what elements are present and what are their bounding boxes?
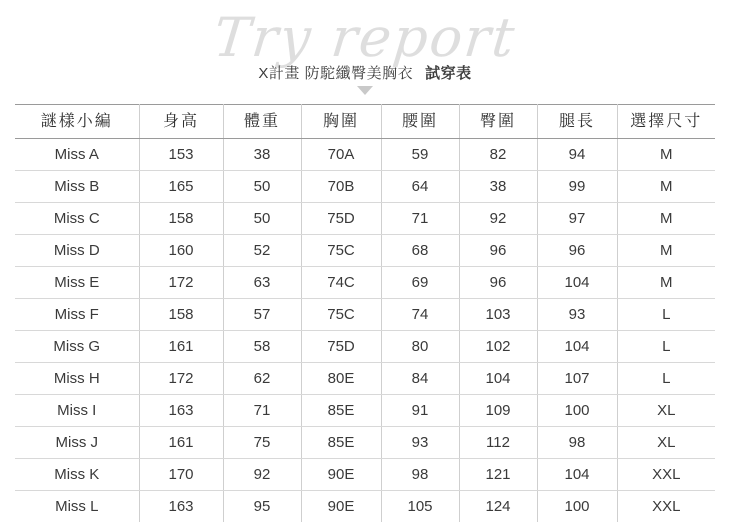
table-cell: Miss G bbox=[15, 331, 139, 363]
table-row bbox=[15, 139, 715, 171]
table-row bbox=[15, 203, 715, 235]
table-row bbox=[15, 235, 715, 267]
table-cell: 121 bbox=[459, 459, 537, 491]
table-cell: 124 bbox=[459, 491, 537, 522]
table-cell: 104 bbox=[459, 363, 537, 395]
table-cell: 165 bbox=[139, 171, 223, 203]
table-cell: 92 bbox=[223, 459, 301, 491]
table-cell: 68 bbox=[381, 235, 459, 267]
table-cell: Miss F bbox=[15, 299, 139, 331]
table-cell: Miss D bbox=[15, 235, 139, 267]
table-header-cell: 謎樣小編 bbox=[15, 105, 139, 139]
table-cell: 98 bbox=[537, 427, 617, 459]
table-cell: 63 bbox=[223, 267, 301, 299]
table-cell: XL bbox=[617, 395, 715, 427]
table-cell: 100 bbox=[537, 491, 617, 522]
table-cell: 98 bbox=[381, 459, 459, 491]
table-cell: Miss B bbox=[15, 171, 139, 203]
table-cell: 103 bbox=[459, 299, 537, 331]
table-cell: 109 bbox=[459, 395, 537, 427]
table-cell: M bbox=[617, 203, 715, 235]
table-header-cell: 身高 bbox=[139, 105, 223, 139]
table-cell: 100 bbox=[537, 395, 617, 427]
table-cell: 90E bbox=[301, 459, 381, 491]
table-cell: Miss A bbox=[15, 139, 139, 171]
table-row bbox=[15, 299, 715, 331]
table-cell: 90E bbox=[301, 491, 381, 522]
table-header-cell: 腿長 bbox=[537, 105, 617, 139]
table-cell: Miss J bbox=[15, 427, 139, 459]
table-header-cell: 選擇尺寸 bbox=[617, 105, 715, 139]
table-cell: 163 bbox=[139, 395, 223, 427]
table-cell: 75D bbox=[301, 203, 381, 235]
table-row bbox=[15, 491, 715, 522]
table-cell: 85E bbox=[301, 395, 381, 427]
table-row bbox=[15, 459, 715, 491]
table-cell: 107 bbox=[537, 363, 617, 395]
table-cell: 52 bbox=[223, 235, 301, 267]
table-cell: 75C bbox=[301, 235, 381, 267]
table-cell: Miss K bbox=[15, 459, 139, 491]
table-cell: 70B bbox=[301, 171, 381, 203]
table-cell: Miss C bbox=[15, 203, 139, 235]
header-area bbox=[0, 0, 730, 100]
table-cell: 62 bbox=[223, 363, 301, 395]
table-cell: 74 bbox=[381, 299, 459, 331]
table-cell: Miss I bbox=[15, 395, 139, 427]
table-cell: 58 bbox=[223, 331, 301, 363]
table-cell: Miss L bbox=[15, 491, 139, 522]
table-header-cell: 胸圍 bbox=[301, 105, 381, 139]
table-cell: 158 bbox=[139, 203, 223, 235]
table-cell: L bbox=[617, 363, 715, 395]
table-cell: 161 bbox=[139, 331, 223, 363]
table-cell: Miss E bbox=[15, 267, 139, 299]
page-title-sub: 試穿表 bbox=[425, 65, 472, 82]
table-cell: 38 bbox=[223, 139, 301, 171]
table-cell: 50 bbox=[223, 171, 301, 203]
table-cell: 94 bbox=[537, 139, 617, 171]
table-cell: 92 bbox=[459, 203, 537, 235]
table-cell: 91 bbox=[381, 395, 459, 427]
table-cell: 82 bbox=[459, 139, 537, 171]
table-cell: 71 bbox=[381, 203, 459, 235]
table-cell: 104 bbox=[537, 267, 617, 299]
table-cell: 75C bbox=[301, 299, 381, 331]
table-cell: 112 bbox=[459, 427, 537, 459]
table-row bbox=[15, 395, 715, 427]
table-cell: 70A bbox=[301, 139, 381, 171]
table-cell: 57 bbox=[223, 299, 301, 331]
size-table bbox=[15, 104, 715, 522]
table-cell: 104 bbox=[537, 459, 617, 491]
page-title bbox=[0, 62, 730, 83]
table-cell: 75D bbox=[301, 331, 381, 363]
arrow-down-icon bbox=[357, 86, 373, 95]
table-cell: 97 bbox=[537, 203, 617, 235]
table-header-cell: 腰圍 bbox=[381, 105, 459, 139]
table-cell: 75 bbox=[223, 427, 301, 459]
table-row bbox=[15, 331, 715, 363]
table-cell: M bbox=[617, 267, 715, 299]
table-row bbox=[15, 427, 715, 459]
table-cell: M bbox=[617, 171, 715, 203]
table-cell: XXL bbox=[617, 459, 715, 491]
table-cell: 96 bbox=[537, 235, 617, 267]
table-cell: 172 bbox=[139, 363, 223, 395]
table-cell: 160 bbox=[139, 235, 223, 267]
table-cell: 59 bbox=[381, 139, 459, 171]
table-header-cell: 臀圍 bbox=[459, 105, 537, 139]
table-header-cell: 體重 bbox=[223, 105, 301, 139]
table-cell: 80 bbox=[381, 331, 459, 363]
table-cell: 161 bbox=[139, 427, 223, 459]
watermark-text: Try report bbox=[0, 6, 730, 69]
table-cell: 104 bbox=[537, 331, 617, 363]
table-cell: 74C bbox=[301, 267, 381, 299]
table-cell: L bbox=[617, 331, 715, 363]
table-cell: Miss H bbox=[15, 363, 139, 395]
table-cell: 102 bbox=[459, 331, 537, 363]
table-cell: 172 bbox=[139, 267, 223, 299]
table-cell: 95 bbox=[223, 491, 301, 522]
table-cell: 38 bbox=[459, 171, 537, 203]
table-cell: XXL bbox=[617, 491, 715, 522]
table-cell: 85E bbox=[301, 427, 381, 459]
table-cell: XL bbox=[617, 427, 715, 459]
table-cell: 170 bbox=[139, 459, 223, 491]
table-cell: 84 bbox=[381, 363, 459, 395]
table-cell: 80E bbox=[301, 363, 381, 395]
table-cell: 50 bbox=[223, 203, 301, 235]
table-cell: 153 bbox=[139, 139, 223, 171]
table-cell: 99 bbox=[537, 171, 617, 203]
table-cell: 93 bbox=[537, 299, 617, 331]
table-header-row bbox=[15, 105, 715, 139]
table-cell: L bbox=[617, 299, 715, 331]
table-cell: 69 bbox=[381, 267, 459, 299]
table-row bbox=[15, 171, 715, 203]
table-cell: M bbox=[617, 235, 715, 267]
table-row bbox=[15, 267, 715, 299]
table-cell: 105 bbox=[381, 491, 459, 522]
table-cell: 158 bbox=[139, 299, 223, 331]
table-row bbox=[15, 363, 715, 395]
table-cell: 93 bbox=[381, 427, 459, 459]
table-cell: 71 bbox=[223, 395, 301, 427]
page-title-main: X計畫 防駝纖臀美胸衣 bbox=[258, 65, 413, 82]
table-cell: M bbox=[617, 139, 715, 171]
table-cell: 96 bbox=[459, 267, 537, 299]
table-cell: 96 bbox=[459, 235, 537, 267]
table-cell: 64 bbox=[381, 171, 459, 203]
table-cell: 163 bbox=[139, 491, 223, 522]
